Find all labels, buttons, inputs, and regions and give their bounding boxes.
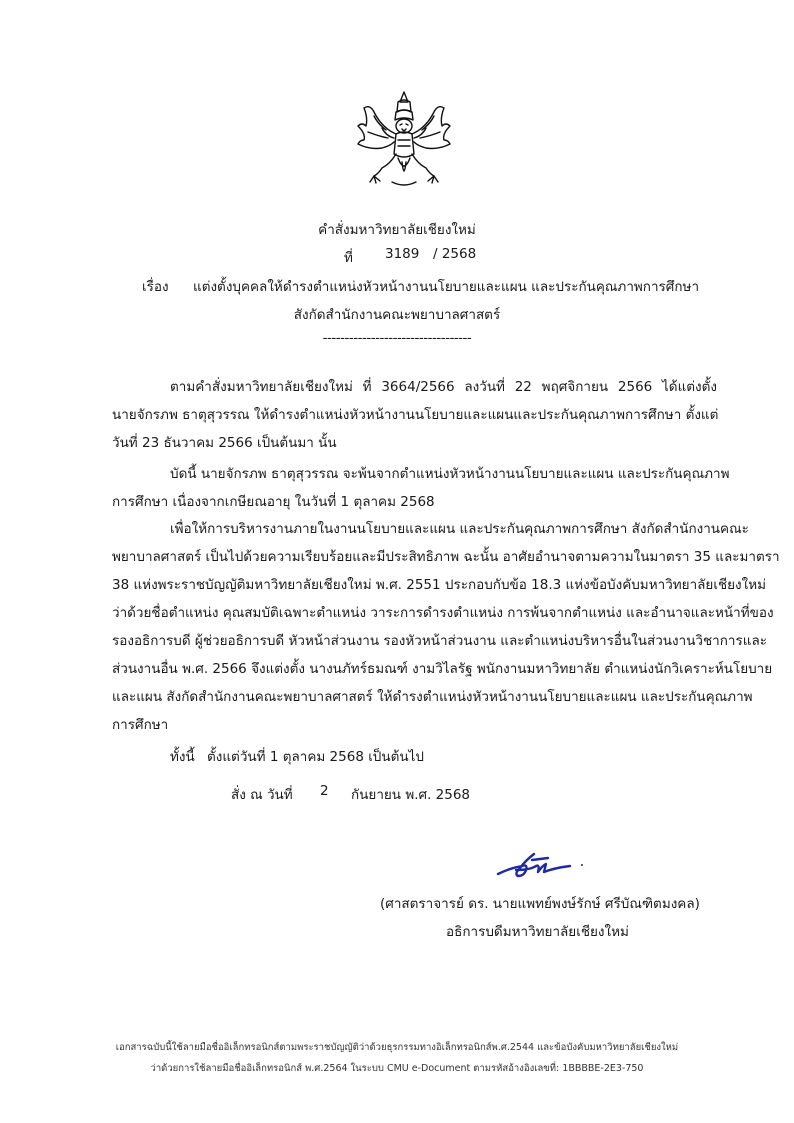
order-number: 3189 xyxy=(385,246,420,262)
signature-mark xyxy=(496,846,586,882)
paragraph-3-line: 38 แห่งพระราชบัญญัติมหาวิทยาลัยเชียงใหม่ พ.ศ. 2551 ประกอบกับข้อ 18.3 แห่งข้อบังคับมหาวิทยาลัยเชียงใหม่ xyxy=(112,577,767,593)
subject-label: เรื่อง xyxy=(142,279,169,295)
footer-line-2: ว่าด้วยการใช้ลายมือชื่ออิเล็กทรอนิกส์ พ.ศ.2564 ในระบบ CMU e-Document ตามรหัสอ้างอิงเลขที่: 1BBBBE-2E3-750 xyxy=(150,1063,644,1074)
subject-line-1: แต่งตั้งบุคคลให้ดำรงตำแหน่งหัวหน้างานนโยบายและแผน และประกันคุณภาพการศึกษา xyxy=(193,279,700,295)
footer-line-1: เอกสารฉบับนี้ใช้ลายมือชื่ออิเล็กทรอนิกส์ตามพระราชบัญญัติว่าด้วยธุรกรรมทางอิเล็กทรอนิกส์พ.ศ.2544 และข้อบังคับมหาวิทยาลัยเชียงใหม่ xyxy=(115,1042,679,1053)
signatory-name: (ศาสตราจารย์ ดร. นายแพทย์พงษ์รักษ์ ศรีบัณฑิตมงคล) xyxy=(380,896,700,912)
paragraph-2-line: บัดนี้ นายจักรภพ ธาตุสุวรรณ จะพ้นจากตำแหน่งหัวหน้างานนโยบายและแผน และประกันคุณภาพ xyxy=(170,466,730,482)
paragraph-1-line: ตามคำสั่งมหาวิทยาลัยเชียงใหม่ ที่ 3664/2566 ลงวันที่ 22 พฤศจิกายน 2566 ได้แต่งตั้ง xyxy=(170,379,717,395)
signatory-position: อธิการบดีมหาวิทยาลัยเชียงใหม่ xyxy=(446,924,629,940)
paragraph-2-line: การศึกษา เนื่องจากเกษียณอายุ ในวันที่ 1 ตุลาคม 2568 xyxy=(112,494,435,510)
order-date-day: 2 xyxy=(320,783,329,799)
order-date-month-year: กันยายน พ.ศ. 2568 xyxy=(351,787,471,803)
divider: ---------------------------------- xyxy=(322,330,472,346)
paragraph-3-line: รองอธิการบดี ผู้ช่วยอธิการบดี หัวหน้าส่วนงาน รองหัวหน้าส่วนงาน และตำแหน่งบริหารอื่นในส่วนงานวิชาการและ xyxy=(112,633,767,649)
effective-text: ตั้งแต่วันที่ 1 ตุลาคม 2568 เป็นต้นไป xyxy=(207,749,424,765)
garuda-emblem-icon xyxy=(352,88,456,192)
paragraph-3-line: พยาบาลศาสตร์ เป็นไปด้วยความเรียบร้อยและมีประสิทธิภาพ ฉะนั้น อาศัยอำนาจตามความในมาตรา 35 และมาตรา xyxy=(112,549,780,565)
order-year: / 2568 xyxy=(433,246,477,262)
paragraph-3-line: การศึกษา xyxy=(112,717,169,733)
paragraph-1-line: นายจักรภพ ธาตุสุวรรณ ให้ดำรงตำแหน่งหัวหน้างานนโยบายและแผนและประกันคุณภาพการศึกษา ตั้งแต่ xyxy=(112,407,719,423)
order-number-label: ที่ xyxy=(344,250,353,266)
paragraph-1-line: วันที่ 23 ธันวาคม 2566 เป็นต้นมา นั้น xyxy=(112,435,337,451)
subject-line-2: สังกัดสำนักงานคณะพยาบาลศาสตร์ xyxy=(293,307,501,323)
effective-label: ทั้งนี้ xyxy=(170,749,195,765)
order-date-label: สั่ง ณ วันที่ xyxy=(231,787,293,803)
paragraph-3-line: และแผน สังกัดสำนักงานคณะพยาบาลศาสตร์ ให้ดำรงตำแหน่งหัวหน้างานนโยบายและแผน และประกันคุณภาพ xyxy=(112,689,753,705)
paragraph-3-line: ส่วนงานอื่น พ.ศ. 2566 จึงแต่งตั้ง นางนภัทร์ธมณฑ์ งามวิไลรัฐ พนักงานมหาวิทยาลัย ตำแหน่งนักวิเคราะห์นโยบาย xyxy=(112,661,773,677)
paragraph-3-line: ว่าด้วยชื่อตำแหน่ง คุณสมบัติเฉพาะตำแหน่ง วาระการดำรงตำแหน่ง การพ้นจากตำแหน่ง และอำนาจและหน้าที่ของ xyxy=(112,605,774,621)
paragraph-3-line: เพื่อให้การบริหารงานภายในงานนโยบายและแผน และประกันคุณภาพการศึกษา สังกัดสำนักงานคณะ xyxy=(170,521,749,537)
order-title: คำสั่งมหาวิทยาลัยเชียงใหม่ xyxy=(318,222,476,238)
